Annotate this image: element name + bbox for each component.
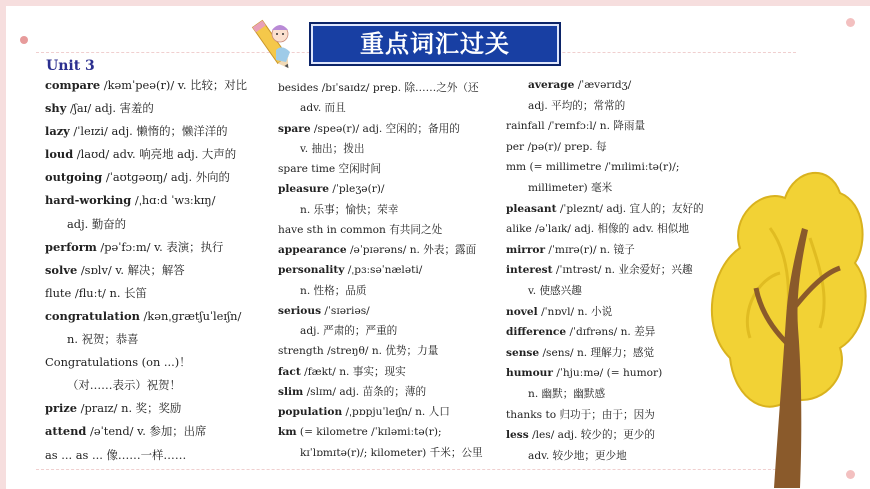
vocab-line <box>506 157 716 178</box>
vocab-definition: /ʃaɪ/ adj. 害羞的 <box>66 101 154 116</box>
vocab-definition: /praɪz/ n. 奖；奖励 <box>77 401 182 416</box>
vocab-line <box>45 420 275 443</box>
vocab-line <box>278 301 500 321</box>
vocab-line <box>45 143 275 166</box>
vocab-definition: /ˈævərɪdʒ/ <box>574 79 632 91</box>
vocab-line <box>506 322 716 343</box>
vocab-definition: spare time 空闲时间 <box>278 163 381 175</box>
vocab-definition: /ˈpleznt/ adj. 宜人的；友好的 <box>556 202 704 215</box>
vocab-line <box>45 189 275 212</box>
vocab-definition: (= kilometre /ˈkɪləmiːtə(r); <box>296 426 442 439</box>
vocab-definition: /sens/ n. 理解力；感觉 <box>539 346 655 359</box>
vocab-line <box>278 159 500 179</box>
vocab-column-2 <box>278 78 500 463</box>
vocab-line <box>45 97 275 120</box>
vocab-definition: Congratulations (on ...)！ <box>45 355 191 370</box>
vocab-line <box>45 444 275 467</box>
vocab-line <box>45 328 275 351</box>
vocab-word: km <box>278 426 297 439</box>
vocab-definition: adj. 勤奋的 <box>67 216 127 231</box>
vocab-word: outgoing <box>45 170 103 185</box>
vocab-word: sense <box>506 346 540 359</box>
vocab-definition: /əˈtend/ v. 参加；出席 <box>86 424 207 439</box>
vocab-line <box>506 281 716 302</box>
vocab-word: lazy <box>45 124 70 139</box>
vocab-definition: /ˌpɒpjuˈleɪʃn/ n. 人口 <box>342 406 450 418</box>
vocab-definition: /kənˌɡrætʃuˈleɪʃn/ <box>139 308 242 323</box>
vocab-definition: have sth in common 有共同之处 <box>278 223 443 236</box>
vocab-definition: as ... as ... 像……一样…… <box>45 447 187 462</box>
vocab-definition: /ˈnɒvl/ n. 小说 <box>537 305 613 318</box>
vocab-definition: /fækt/ n. 事实；现实 <box>300 365 406 378</box>
vocab-line <box>278 98 500 118</box>
vocab-definition: /sɒlv/ v. 解决；解答 <box>77 262 185 277</box>
vocab-definition: per /pə(r)/ prep. 每 <box>506 140 607 153</box>
vocab-line <box>45 166 275 189</box>
vocab-line <box>278 362 500 382</box>
vocab-line <box>506 405 716 426</box>
vocab-word: congratulation <box>45 308 140 323</box>
vocab-definition: /ˈhjuːmə/ (= humor) <box>552 367 663 380</box>
vocab-line <box>506 343 716 364</box>
vocab-line <box>506 178 716 199</box>
vocab-definition: n. 幽默；幽默感 <box>528 387 606 400</box>
vocab-word: mirror <box>506 243 546 256</box>
vocab-word: slim <box>278 385 304 398</box>
vocab-line <box>45 213 275 236</box>
vocab-line <box>45 120 275 143</box>
vocab-definition: alike /əˈlaɪk/ adj. 相像的 adv. 相似地 <box>506 223 689 236</box>
vocab-line <box>506 116 716 137</box>
vocab-line <box>278 240 500 260</box>
vocab-definition: millimeter) 毫米 <box>528 181 613 194</box>
vocab-word: prize <box>45 401 78 416</box>
vocab-line <box>45 305 275 328</box>
vocab-word: spare <box>278 122 311 135</box>
vocab-definition: /slɪm/ adj. 苗条的；薄的 <box>303 385 427 398</box>
vocab-word: shy <box>45 101 67 116</box>
vocab-line <box>278 200 500 220</box>
decor-dot <box>846 18 855 27</box>
vocab-line <box>278 220 500 240</box>
vocab-line <box>45 259 275 282</box>
vocab-definition: adj. 平均的；常常的 <box>528 99 626 112</box>
vocab-line <box>278 443 500 463</box>
vocab-word: fact <box>278 365 301 378</box>
vocab-line <box>278 321 500 341</box>
vocab-definition: kɪˈlɒmɪtə(r)/; kilometer) 千米；公里 <box>300 446 483 459</box>
vocab-definition: n. 乐事；愉快；荣幸 <box>300 203 399 216</box>
vocab-line <box>506 219 716 240</box>
vocab-word: perform <box>45 239 97 254</box>
vocab-word: appearance <box>278 244 347 256</box>
vocab-line <box>506 240 716 261</box>
vocab-definition: /les/ adj. 较少的；更少的 <box>528 429 655 442</box>
vocab-line <box>278 78 500 98</box>
vocab-word: loud <box>45 147 74 162</box>
vocab-line <box>506 75 716 96</box>
vocab-line <box>278 119 500 139</box>
vocab-line <box>506 302 716 323</box>
vocab-definition: rainfall /ˈreɪnfɔːl/ n. 降雨量 <box>506 120 646 133</box>
vocab-definition: /ˌpɜːsəˈnæləti/ <box>344 264 423 277</box>
vocab-definition: （对……表示）祝贺！ <box>67 378 181 393</box>
vocab-definition: /pəˈfɔːm/ v. 表演；执行 <box>96 239 224 254</box>
vocab-line <box>45 374 275 397</box>
vocab-line <box>45 74 275 97</box>
vocab-definition: /əˈpɪərəns/ n. 外表；露面 <box>346 244 477 256</box>
decor-dot <box>20 36 28 44</box>
vocab-definition: /ˈɪntrəst/ n. 业余爱好；兴趣 <box>552 264 693 277</box>
vocab-definition: /ˈmɪrə(r)/ n. 镜子 <box>545 243 635 256</box>
vocab-word: pleasure <box>278 183 330 196</box>
vocab-line <box>506 260 716 281</box>
unit-heading: Unit 3 <box>46 58 95 74</box>
vocab-word: novel <box>506 305 538 318</box>
vocab-definition: adj. 严肃的；严重的 <box>300 325 398 337</box>
vocab-line <box>278 139 500 159</box>
vocab-line <box>45 282 275 305</box>
vocab-word: personality <box>278 264 345 277</box>
vocab-definition: /ˌhɑːd ˈwɜːkɪŋ/ <box>131 193 216 208</box>
vocab-word: compare <box>45 78 101 92</box>
vocab-line <box>506 446 716 467</box>
vocab-line <box>278 402 500 422</box>
top-frame-strip <box>0 0 870 6</box>
vocab-line <box>278 260 500 280</box>
vocab-definition: /ˈsɪəriəs/ <box>321 304 370 317</box>
vocab-definition: /ˈpleʒə(r)/ <box>329 183 385 196</box>
vocab-line <box>45 236 275 259</box>
vocab-definition: strength /streŋθ/ n. 优势；力量 <box>278 345 439 358</box>
vocab-column-3 <box>506 75 716 466</box>
vocab-definition: v. 抽出；拨出 <box>300 142 365 155</box>
vocab-definition: /speə(r)/ adj. 空闲的；备用的 <box>310 122 460 135</box>
vocab-definition: n. 祝贺；恭喜 <box>67 332 139 347</box>
vocab-definition: flute /fluːt/ n. 长笛 <box>45 285 147 300</box>
pencil-mascot-illustration <box>240 14 302 76</box>
vocab-line <box>506 199 716 220</box>
vocab-line <box>45 351 275 374</box>
vocab-line <box>506 425 716 446</box>
vocab-definition: adv. 而且 <box>300 102 346 115</box>
vocab-line <box>506 96 716 117</box>
vocab-word: hard-working <box>45 193 132 208</box>
vocab-word: population <box>278 406 343 418</box>
vocab-definition: n. 性格；品质 <box>300 284 367 297</box>
vocab-line <box>278 382 500 402</box>
vocab-definition: besides /bɪˈsaɪdz/ prep. 除……之外（还 <box>278 82 479 94</box>
vocab-definition: /ˈleɪzi/ adj. 懒惰的；懒洋洋的 <box>69 124 228 139</box>
vocab-definition: v. 使感兴趣 <box>528 284 582 297</box>
vocab-definition: thanks to 归功于；由于；因为 <box>506 408 655 421</box>
vocab-definition: /kəmˈpeə(r)/ v. 比较；对比 <box>100 78 248 92</box>
vocab-word: average <box>528 79 575 91</box>
vocab-column-1 <box>45 74 275 467</box>
vocab-definition: /ˈaʊtɡəʊɪŋ/ adj. 外向的 <box>102 170 230 185</box>
vocab-line <box>278 422 500 442</box>
left-frame-strip <box>0 0 6 489</box>
tree-illustration <box>690 148 870 488</box>
vocab-line <box>45 397 275 420</box>
vocab-line <box>278 179 500 199</box>
vocab-definition: adv. 较少地；更少地 <box>528 449 627 462</box>
vocab-definition: /ˈdɪfrəns/ n. 差异 <box>566 326 656 339</box>
vocab-word: pleasant <box>506 202 557 215</box>
vocab-line <box>278 341 500 361</box>
vocab-definition: mm (= millimetre /ˈmɪlimiːtə(r)/; <box>506 161 680 174</box>
page-title: 重点词汇过关 <box>309 22 561 66</box>
vocab-word: interest <box>506 264 553 277</box>
vocab-definition: /laʊd/ adv. 响亮地 adj. 大声的 <box>73 147 237 162</box>
vocab-line <box>278 281 500 301</box>
vocab-line <box>506 384 716 405</box>
vocab-word: less <box>506 429 529 442</box>
vocab-line <box>506 363 716 384</box>
vocab-word: attend <box>45 424 87 439</box>
vocab-word: humour <box>506 367 553 380</box>
vocab-word: serious <box>278 304 322 317</box>
vocab-word: solve <box>45 262 78 277</box>
vocab-word: difference <box>506 326 567 339</box>
vocab-line <box>506 137 716 158</box>
